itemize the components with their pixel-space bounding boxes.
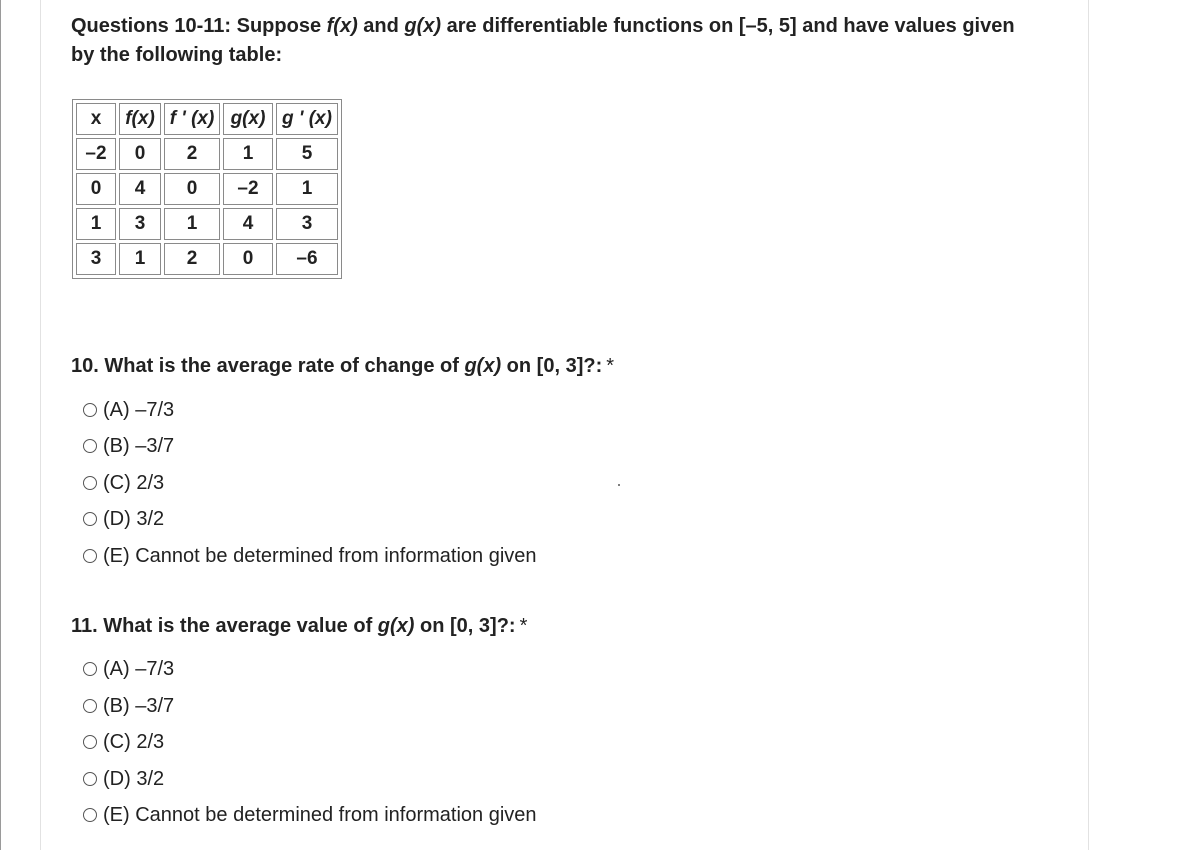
q11-option-c[interactable] — [83, 729, 164, 755]
table-cell: 1 — [276, 173, 338, 205]
table-row — [76, 243, 338, 275]
radio-button[interactable] — [83, 772, 97, 786]
table-cell: 3 — [119, 208, 161, 240]
table-header: x — [76, 103, 116, 135]
option-label: (C) 2/3 — [103, 730, 165, 753]
radio-button[interactable] — [83, 699, 97, 713]
q11-prefix: 11. What is the average value of — [71, 615, 378, 637]
table-header-row — [76, 103, 338, 135]
option-label: (B) –3/7 — [103, 434, 175, 457]
option-label: (A) –7/3 — [103, 398, 175, 421]
table-header: f ' (x) — [164, 103, 220, 135]
values-table — [72, 99, 342, 279]
q10-g: g(x) — [464, 355, 502, 377]
q11-option-d[interactable] — [83, 766, 164, 792]
intro-suffix: are differentiable functions on [–5, 5] and have values given by the following table: — [71, 15, 1015, 66]
q10-suffix: on [0, 3]?: — [501, 355, 603, 377]
table-cell: 1 — [119, 243, 161, 275]
q10-option-d[interactable] — [83, 506, 164, 532]
radio-button[interactable] — [83, 476, 97, 490]
table-row — [76, 208, 338, 240]
radio-button[interactable] — [83, 662, 97, 676]
table-cell: 2 — [164, 138, 220, 170]
radio-button[interactable] — [83, 735, 97, 749]
q11-option-e[interactable] — [83, 802, 537, 828]
table-cell: 1 — [76, 208, 116, 240]
question-card — [40, 0, 1089, 850]
q10-option-c[interactable] — [83, 470, 164, 496]
option-label: (E) Cannot be determined from information given — [103, 544, 537, 567]
intro-f: f(x) — [326, 15, 358, 37]
q10-prefix: 10. What is the average rate of change of — [71, 355, 465, 377]
table-cell: 0 — [164, 173, 220, 205]
table-cell: –2 — [76, 138, 116, 170]
required-marker: * — [519, 615, 528, 637]
radio-button[interactable] — [83, 512, 97, 526]
table-cell: 0 — [76, 173, 116, 205]
radio-button[interactable] — [83, 439, 97, 453]
option-label: (A) –7/3 — [103, 657, 175, 680]
table-cell: –2 — [223, 173, 273, 205]
table-cell: 1 — [164, 208, 220, 240]
radio-button[interactable] — [83, 808, 97, 822]
option-label: (E) Cannot be determined from information given — [103, 803, 537, 826]
question-10-title — [71, 355, 614, 378]
radio-button[interactable] — [83, 403, 97, 417]
option-label: (B) –3/7 — [103, 694, 175, 717]
question-11-title — [71, 615, 527, 638]
table-cell: 0 — [119, 138, 161, 170]
intro-text — [71, 12, 1031, 70]
q10-option-b[interactable] — [83, 433, 174, 459]
table-header: f(x) — [119, 103, 161, 135]
radio-button[interactable] — [83, 549, 97, 563]
stray-dot — [618, 484, 620, 486]
q11-option-b[interactable] — [83, 693, 174, 719]
table-cell: 3 — [76, 243, 116, 275]
table-cell: 3 — [276, 208, 338, 240]
option-label: (D) 3/2 — [103, 507, 165, 530]
table-header: g(x) — [223, 103, 273, 135]
table-header: g ' (x) — [276, 103, 338, 135]
required-marker: * — [606, 355, 615, 377]
table-cell: 2 — [164, 243, 220, 275]
q11-suffix: on [0, 3]?: — [414, 615, 516, 637]
q10-option-e[interactable] — [83, 543, 537, 569]
table-row — [76, 173, 338, 205]
table-cell: 4 — [119, 173, 161, 205]
q10-option-a[interactable] — [83, 397, 174, 423]
intro-prefix: Questions 10-11: Suppose — [71, 15, 327, 37]
table-cell: 4 — [223, 208, 273, 240]
option-label: (D) 3/2 — [103, 767, 165, 790]
table-row — [76, 138, 338, 170]
option-label: (C) 2/3 — [103, 471, 165, 494]
intro-mid: and — [357, 15, 405, 37]
q11-g: g(x) — [377, 615, 415, 637]
table-cell: 1 — [223, 138, 273, 170]
table-cell: –6 — [276, 243, 338, 275]
table-cell: 0 — [223, 243, 273, 275]
intro-g: g(x) — [404, 15, 442, 37]
table-cell: 5 — [276, 138, 338, 170]
q11-option-a[interactable] — [83, 656, 174, 682]
